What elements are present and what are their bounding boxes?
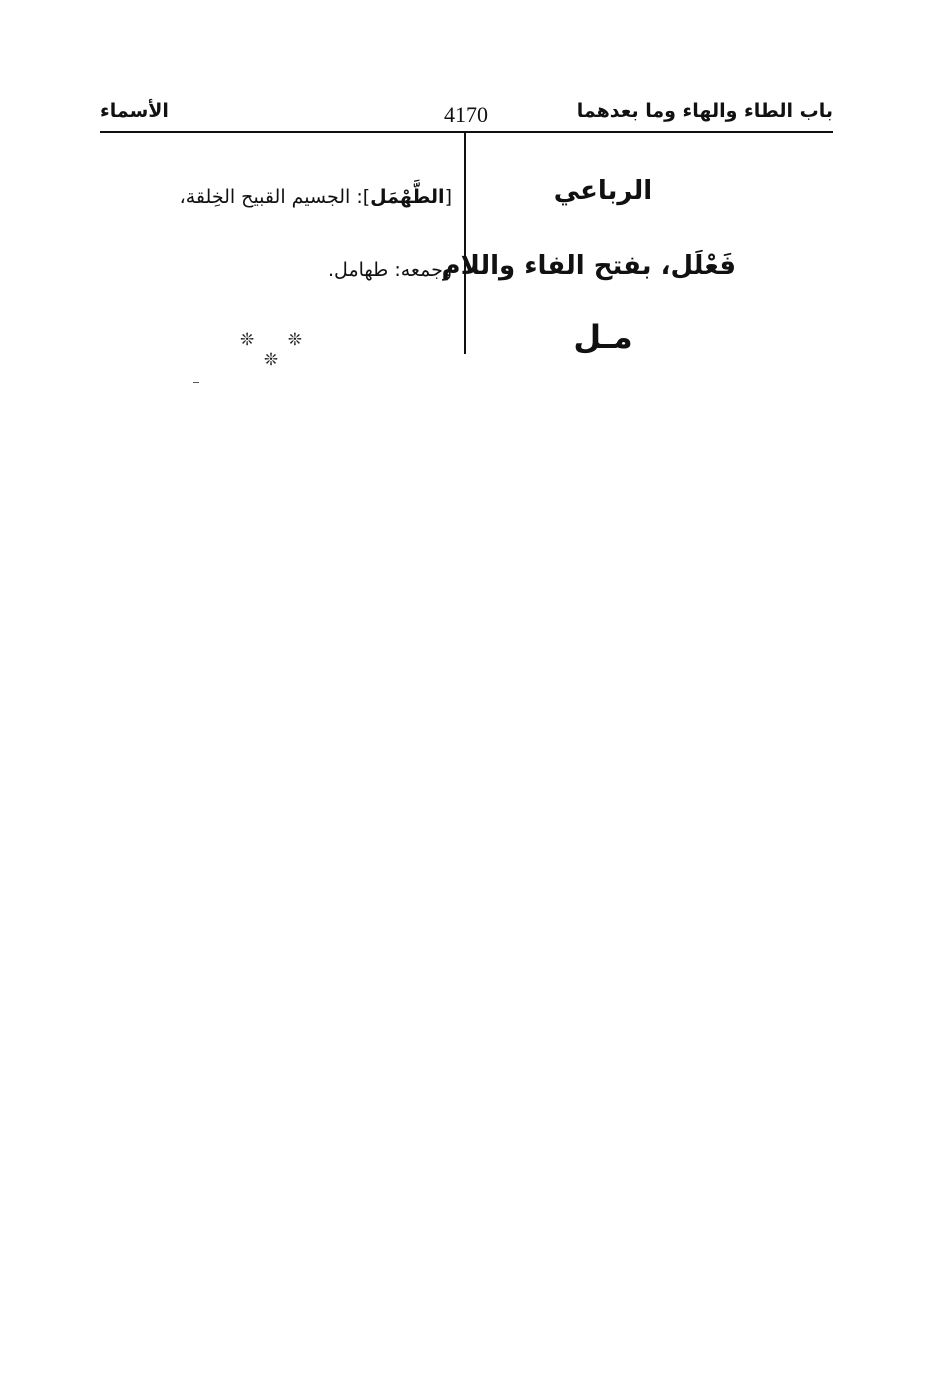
page-header	[100, 96, 833, 132]
section-separator: ❊ ❊ ❊	[240, 330, 316, 370]
entry-definition: : الجسيم القبيح الخِلقة،	[179, 186, 363, 208]
entry-headword: الطَّهْمَل	[370, 186, 445, 208]
scan-speck	[193, 382, 199, 383]
chapter-title: باب الطاء والهاء وما بعدهما	[576, 100, 833, 122]
column-divider	[464, 133, 466, 354]
entry-definition-line	[100, 186, 452, 208]
entry-close-bracket: ]	[362, 186, 371, 208]
heading-quadrilateral: الرباعي	[553, 176, 653, 206]
header-rule	[100, 131, 833, 133]
heading-pattern: فَعْلَل، بفتح الفاء واللام	[441, 251, 736, 281]
entry-plural-line: وجمعه: طهامل.	[328, 259, 452, 281]
heading-root: مـل	[573, 318, 633, 356]
page-number: 4170	[444, 102, 488, 127]
section-name: الأسماء	[100, 100, 169, 122]
entry-open-bracket: [	[444, 186, 452, 208]
